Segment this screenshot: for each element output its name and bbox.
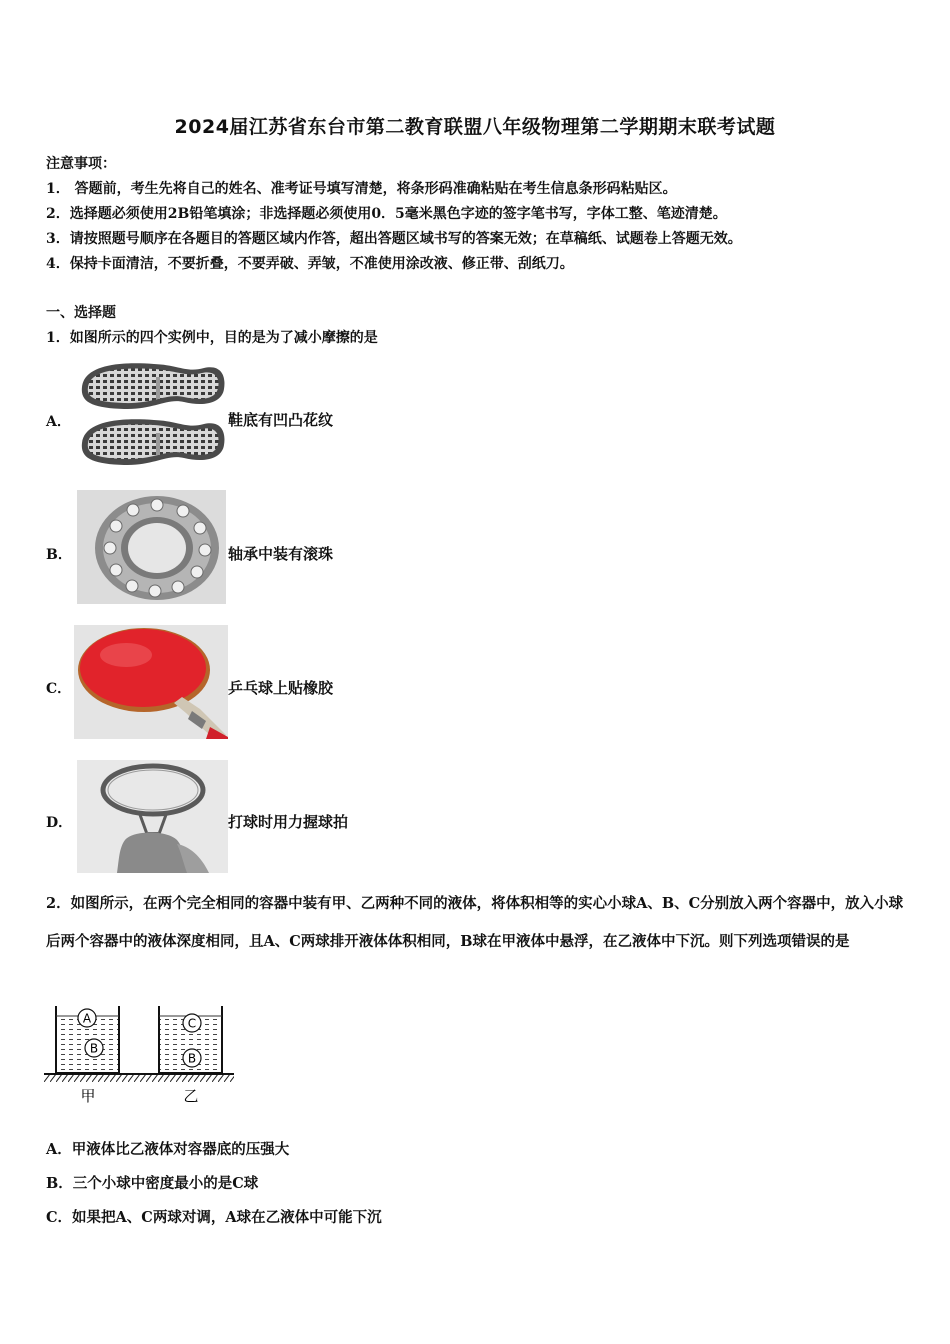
q1-option-c-letter: C． xyxy=(46,681,72,697)
q2-option-c-text: 如果把A、C两球对调，A球在乙液体中可能下沉 xyxy=(72,1209,382,1226)
q1-option-c-text: 乒乓球上贴橡胶 xyxy=(228,679,334,697)
table-tennis-paddle-image xyxy=(74,625,228,739)
notice-item-3: 3．请按照题号顺序在各题目的答题区域内作答，超出答题区域书写的答案无效；在草稿纸、试题卷上答题无效。 xyxy=(46,231,742,247)
ball-c-label: C xyxy=(187,1016,197,1031)
ball-bearing-image xyxy=(77,490,226,604)
q2-option-a-text: 甲液体比乙液体对容器底的压强大 xyxy=(71,1141,290,1158)
notice-item-4: 4．保持卡面清洁，不要折叠，不要弄破、弄皱，不准使用涂改液、修正带、刮纸刀。 xyxy=(46,256,574,272)
label-jia: 甲 xyxy=(80,1087,96,1105)
q2-option-a-letter: A． xyxy=(46,1141,72,1158)
notice-item-1: 1． 答题前，考生先将自己的姓名、准考证号填写清楚，将条形码准确粘贴在考生信息条形码粘贴区。 xyxy=(46,181,677,197)
q2-option-b-letter: B． xyxy=(46,1175,73,1192)
notice-item-2: 2．选择题必须使用2B铅笔填涂；非选择题必须使用0．5毫米黑色字迹的签字笔书写，字体工整、笔迹清楚。 xyxy=(46,206,727,222)
q2-option-c-letter: C． xyxy=(46,1209,73,1226)
label-yi: 乙 xyxy=(183,1087,199,1105)
ball-b-left-label: B xyxy=(89,1041,99,1056)
q1-option-d-letter: D． xyxy=(46,815,73,831)
ball-a-label: A xyxy=(82,1011,92,1026)
q2-option-c xyxy=(46,1206,382,1227)
ball-b-right-label: B xyxy=(187,1051,197,1066)
q2-option-b xyxy=(46,1172,258,1193)
notice-heading: 注意事项： xyxy=(46,156,116,172)
q2-option-b-text: 三个小球中密度最小的是C球 xyxy=(72,1175,259,1192)
q1-option-b-text: 轴承中装有滚珠 xyxy=(228,545,334,563)
question-1-stem: 1．如图所示的四个实例中，目的是为了减小摩擦的是 xyxy=(46,330,378,346)
question-2-stem: 2．如图所示，在两个完全相同的容器中装有甲、乙两种不同的液体，将体积相等的实心小球A、B、C分别放入两个容器中，放入小球后两个容器中的液体深度相同，且A、C两球排开液体体积相同，B球在甲液体中悬浮，在乙液体中下沉。则下列选项错误的是 xyxy=(46,895,904,950)
q1-option-b-letter: B． xyxy=(46,547,72,563)
q1-option-a-text: 鞋底有凹凸花纹 xyxy=(228,411,334,429)
page-title: 2024届江苏省东台市第二教育联盟八年级物理第二学期期末联考试题 xyxy=(174,116,776,138)
shoe-sole-image xyxy=(74,355,229,471)
q1-option-d-text: 打球时用力握球拍 xyxy=(228,813,349,831)
section-heading: 一、选择题 xyxy=(46,305,116,321)
containers-diagram xyxy=(44,1002,236,1106)
q1-option-a-letter: A． xyxy=(46,414,71,430)
q2-option-a xyxy=(46,1138,289,1159)
racket-grip-image xyxy=(77,760,228,873)
